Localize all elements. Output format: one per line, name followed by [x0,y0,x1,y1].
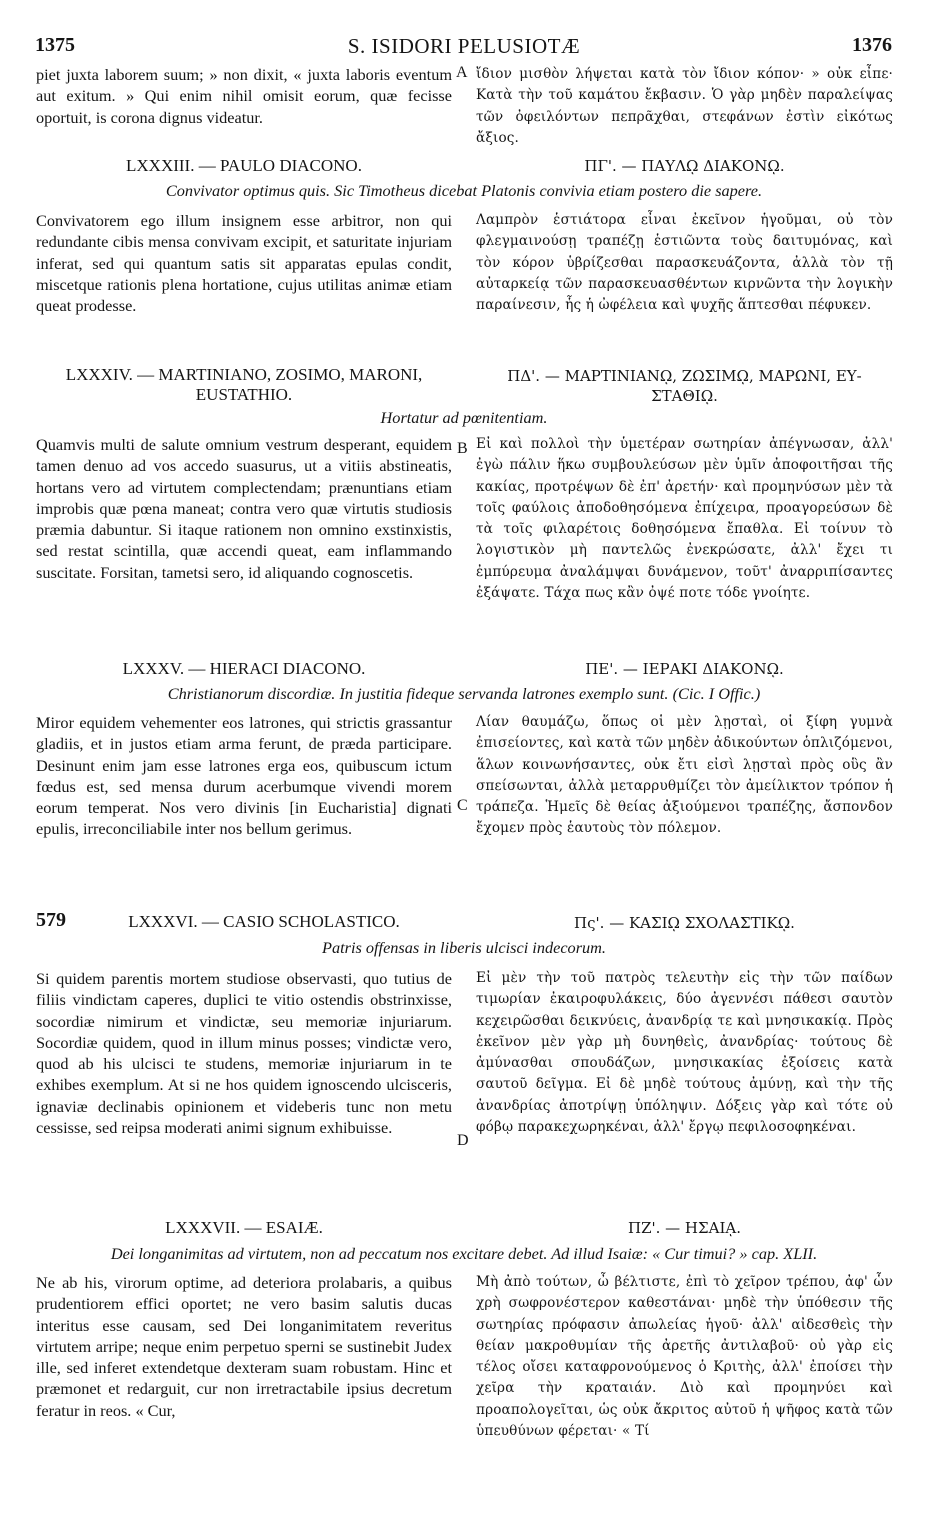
greek-text-87: Μὴ ἀπὸ τούτων, ὦ βέλτιστε, ἐπὶ τὸ χεῖρον τρέπου, ἀφ' ὧν χρὴ σωφρονέστερον καθεστάναι· μηδὲ τὴν ὑπόθεσιν τῆς σωτηρίας πρόφασιν ἀπωλείας ἡγοῦ· ἀλλ' αἰδεσθεὶς τὴν θείαν μακροθυμίαν τῆς ἀρετῆς ἀντιλαβοῦ· οὐ γὰρ εἰς τέλος οἴσει καταφρονούμενος ὁ Κριτὴς, ἀλλ' ἐποίσει τὴν χεῖρα τὴν κραταιάν. Διὸ καὶ προμηνύει καὶ προαπολογεῖται, ὡς οὐκ ἄκριτος αὐτοῦ ἡ ψῆφος κατὰ τῶν ὑπευθύνων φέρεται· « Τί [476,1274,893,1440]
column-number-579: 579 [36,909,66,931]
latin-heading-85: LXXXV. — HIERACI DIACONO. [122,659,366,678]
summary-85: Christianorum discordiæ. In justitia fideque servanda latrones exemplo sunt. (Cic. I Offic.) [167,684,761,703]
greek-heading-85: ΠΕ'. — ΙΕΡΑΚΙ ΔΙΑΚΟΝῼ. [585,660,784,678]
greek-heading-84: ΠΔ'. — ΜΑΡΤΙΝΙΑΝῼ, ΖΩΣΙΜῼ, ΜΑΡΩΝΙ, ΕΥ- ΣΤΑΘΙῼ. [507,367,862,405]
latin-text-continuation: piet juxta laborem suum; » non dixit, « juxta laboris eventum aut exitum. » Qui enim nihil omisit eorum, quæ fecisse oportuit, is corona dignus videatur. [36,65,452,127]
summary-87: Dei longanimitas ad virtutem, non ad peccatum nos excitare debet. Ad illud Isaiæ: « Cur timui? » cap. XLII. [110,1244,818,1263]
greek-text-86: Εἰ μὲν τὴν τοῦ πατρὸς τελευτὴν εἰς τὴν τῶν παίδων τιμωρίαν ἐκαιροφυλάκεις, δύο ἀγεννέσι πάθεσι σαυτὸν κεχειρῶσθαι δεικνύεις, ἀνανδρίᾳ τε καὶ μνησικακίᾳ. Πρὸς ἐκεῖνον μὲν γὰρ μὴ δυνηθεὶς, ἀνανδρίας· τούτους δὲ ἀμύνασθαι σπουδάζων, μνησικακίας ἐξοίσεις κατὰ σαυτοῦ δεῖγμα. Εἰ δὲ μηδὲ τούτους ἀμύνῃ, καὶ τὴν τῆς ἀνανδρίας ἀποτρίψῃ ὑπόληψιν. Δόξεις γὰρ καὶ τότε οὐ φόβῳ παρακεχωρηκέναι, ἀλλ' ἔργῳ πεφιλοσοφηκέναι. [476,970,893,1136]
margin-mark-a: A [456,64,468,81]
page-title: S. ISIDORI PELUSIOTÆ [347,34,581,58]
latin-heading-86: 579 LXXXVI. — CASIO SCHOLASTICO. [36,909,400,931]
greek-heading-87: ΠΖ'. — ΗΣΑΙᾼ. [628,1219,741,1237]
latin-heading-83: LXXXIII. — PAULO DIACONO. [126,156,362,175]
left-column-number: 1375 [35,34,75,56]
latin-text-83: Convivatorem ego illum insignem esse arbitror, non qui redundante cibis mensa convivam excipit, et saturitate injuriam inferat, sed qui quantum satis sit apparatas epulas condit, miscetque rationis plena hortatione, cujus utilitas animæ etiam queat prodesse. [36,211,452,316]
greek-text-84: Εἰ καὶ πολλοὶ τὴν ὑμετέραν σωτηρίαν ἀπέγνωσαν, ἀλλ' ἐγὼ πάλιν ἥκω συμβουλεύσων μὲν ὑμῖν ἀποφοιτῆσαι τῆς κακίας, προτρέψων δὲ ἐπ' ἀρετήν· καὶ προμηνύσων μὲν τὰ τοῖς φαύλοις ἀποδοθησόμενα ἐπίχειρα, προαγορεύσων δὲ τὰ τοῖς φιλαρέτοις δοθησόμενα ἔπαθλα. Εἰ τοίνυν τὸ λογιστικὸν μὴ παντελῶς ἐνεκρώσατε, ἀλλ' ἔχει τι ἐμπύρευμα ἀναλάμψαι δυνάμενον, τοῦτ' ἀναρριπίσαντες ἐξάψατε. Τάχα πως κἂν ὀψέ ποτε τόδε γνοίητε. [476,436,893,602]
latin-text-85: Miror equidem vehementer eos latrones, qui strictis grassantur gladiis, et in justos etiam arma ferunt, de præda participare. Desinunt enim jam esse latrones erga eos, quibuscum ictum fœdus est, sed mensa durum acerbumque vivendi morem eorum temperat. Nos vero divinis [in Eucharistia] dignati epulis, irreconciliabile inter nos bellum gerimus. [36,713,452,839]
latin-text-86: Si quidem parentis mortem studiose observasti, quo tutius de filiis vindictam caperes, duplici te vitio ostendis obstrinxisse, socordiæ nimirum et vindictæ, seu memoriæ injuriarum. Socordiæ quidem, quod in illum minus posses; vindictæ vero, quod ab his ulcisci te studens, memoriæ injuriarum in te exhibes exemplum. At si ne hos quidem ignoscendo ulcisceris, ignaviæ declinabis opinionem et videberis tunc non metu cessisse, sed reipsa moderati animi signum exhibuisse. [36,969,452,1138]
greek-heading-86: Πς'. — ΚΑΣΙῼ ΣΧΟΛΑΣΤΙΚῼ. [574,914,795,932]
latin-heading-87: LXXXVII. — ESAIÆ. [165,1218,323,1237]
right-column-number: 1376 [852,34,892,56]
greek-text-83: Λαμπρὸν ἑστιάτορα εἶναι ἐκεῖνον ἡγοῦμαι, οὐ τὸν φλεγμαινούσῃ τραπέζῃ ἑστιῶντα τοὺς δαιτυμόνας, καὶ τὸν κόρον ὑβρίζεσθαι παρασκευάζοντα, ἀλλὰ τὸν τῇ αὐταρκείᾳ τῶν παρασκευασθέντων κιρνῶντα τὴν λογικὴν παραίνεσιν, ἧς ἡ ὠφέλεια καὶ ψυχῆς ἅπτεσθαι πέφυκεν. [476,212,893,314]
summary-86: Patris offensas in liberis ulcisci indecorum. [322,938,606,957]
margin-mark-b: B [457,440,468,457]
greek-heading-83: ΠΓ'. — ΠΑΥΛῼ ΔΙΑΚΟΝῼ. [584,157,785,175]
summary-84: Hortatur ad pœnitentiam. [380,408,548,427]
latin-heading-84: LXXXIV. — MARTINIANO, ZOSIMO, MARONI, EUSTATHIO. [65,365,423,404]
greek-text-continuation: ἴδιον μισθὸν λήψεται κατὰ τὸν ἴδιον κόπον· » οὐκ εἶπε· Κατὰ τὴν τοῦ καμάτου ἔκβασιν. Ὁ γὰρ μηδὲν παραλείψας τῶν ὀφειλόντων πεπρᾶχθαι, στεφάνων ἐστὶν εἰκότως ἄξιος. [476,66,893,146]
running-header [0,34,928,62]
greek-text-85: Λίαν θαυμάζω, ὅπως οἱ μὲν λῃσταὶ, οἱ ξίφη γυμνὰ ἐπισείοντες, καὶ κατὰ τῶν μηδὲν ἀδικούντων ὁπλιζόμενοι, ἅλων κοινωνήσαντες, οὐκ ἔτι εἰσὶ λῃσταὶ πρὸς οὓς ἂν σπείσωνται, ἀλλὰ μεταρρυθμίζει τὸν ἀμείλικτον τρόπον ἡ τράπεζα. Ἡμεῖς δὲ θείας ἀξιούμενοι τραπέζης, ἄσπονδον ἔχομεν πρὸς ἑαυτοὺς τὸν πόλεμον. [476,714,893,837]
latin-text-84: Quamvis multi de salute omnium vestrum desperant, equidem tamen denuo ad vos accedo suasurus, ut a vitiis abstineatis, hortans vero ad virtutem complectendam; prænuntians etiam improbis quæ pœna maneat; contra vero quæ virtutis studiosis præmia dabuntur. Si itaque rationem non omnino exstinxistis, sed restat scintilla, quæ accendi queat, eam inflammando suscitate. Forsitan, tametsi sero, id aliquando cognoscetis. [36,435,452,582]
margin-mark-c: C [457,797,468,814]
summary-83: Convivator optimus quis. Sic Timotheus dicebat Platonis convivia etiam postero die sapere. [165,181,763,200]
margin-mark-d: D [457,1132,469,1149]
latin-text-87: Ne ab his, virorum optime, ad deteriora prolabaris, a quibus prudentiorem effici oportet; ne vero basim salutis ducas interitus esse causam, sed Dei longanimitatem reveritus virtutem arripe; neque enim perpetuo sperni se sustinebit Judex ille, sed inferet extendetque dexteram suam robustam. Hinc et præmonet et redarguit, cur non irretractabile ipsius decretum feratur in reos. « Cur, [36,1273,452,1420]
